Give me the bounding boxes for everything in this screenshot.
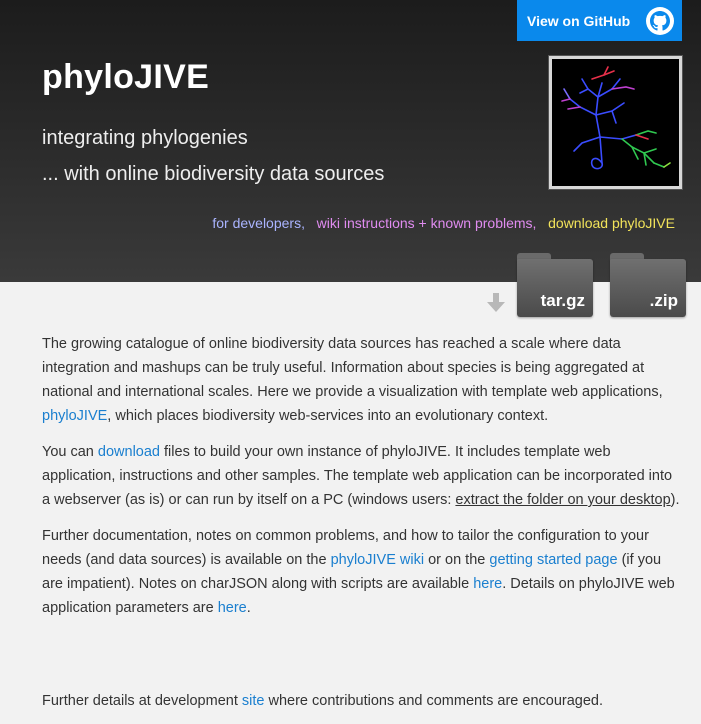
- download-zip-button[interactable]: [610, 253, 686, 317]
- parameters-here-link[interactable]: here: [217, 600, 247, 616]
- page-title: phyloJIVE: [42, 58, 210, 96]
- phylogeny-tree-image: [549, 56, 682, 189]
- documentation-paragraph: Further documentation, notes on common problems, and how to tailor the configuration to your needs (and data sources) is available on the phyloJIVE wiki or on the getting started page (if you are impatient). Notes on charJSON along with scripts are available here. Details on phyloJIVE web application parameters are here.: [42, 528, 675, 616]
- subtitle-line-2: ... with online biodiversity data sources: [42, 163, 385, 185]
- zip-label: .zip: [649, 291, 678, 310]
- for-developers-link[interactable]: for developers,: [212, 215, 305, 231]
- download-link[interactable]: download: [97, 444, 160, 460]
- view-on-github-button[interactable]: [517, 0, 682, 41]
- development-site-link[interactable]: site: [241, 693, 265, 709]
- extract-folder-note: extract the folder on your desktop: [455, 492, 671, 508]
- development-paragraph: Further details at development site where contributions and comments are encouraged.: [42, 693, 603, 709]
- phylogeny-tree-drawing: [552, 59, 679, 186]
- download-arrow-icon: [487, 293, 505, 313]
- main-content: [42, 332, 682, 632]
- subtitle-line-1: integrating phylogenies: [42, 127, 248, 149]
- download-paragraph: You can download files to build your own instance of phyloJIVE. It includes template web application, instructions and other samples. The template web application can be incorporated into a webserver (as is) or can run by itself on a PC (windows users: extract the folder on your desktop).: [42, 444, 680, 508]
- charjson-here-link[interactable]: here: [473, 576, 503, 592]
- wiki-instructions-link[interactable]: wiki instructions + known problems,: [316, 215, 537, 231]
- download-phylojive-link[interactable]: download phyloJIVE: [548, 215, 675, 231]
- targz-label: tar.gz: [540, 291, 585, 310]
- phylojive-link[interactable]: phyloJIVE: [42, 408, 108, 424]
- download-targz-button[interactable]: [517, 253, 593, 317]
- getting-started-link[interactable]: getting started page: [489, 552, 618, 568]
- intro-paragraph: The growing catalogue of online biodiversity data sources has reached a scale where data integration and mashups can be truly useful. Information about species is being aggregated at national and international scales. Here we provide a visualization with template web applications, phyloJIVE, which places biodiversity web-services into an evolutionary context.: [42, 336, 663, 424]
- github-octocat-icon: [646, 7, 674, 35]
- phylojive-wiki-link[interactable]: phyloJIVE wiki: [330, 552, 425, 568]
- header-links: [0, 215, 675, 231]
- github-button-label: View on GitHub: [527, 12, 631, 29]
